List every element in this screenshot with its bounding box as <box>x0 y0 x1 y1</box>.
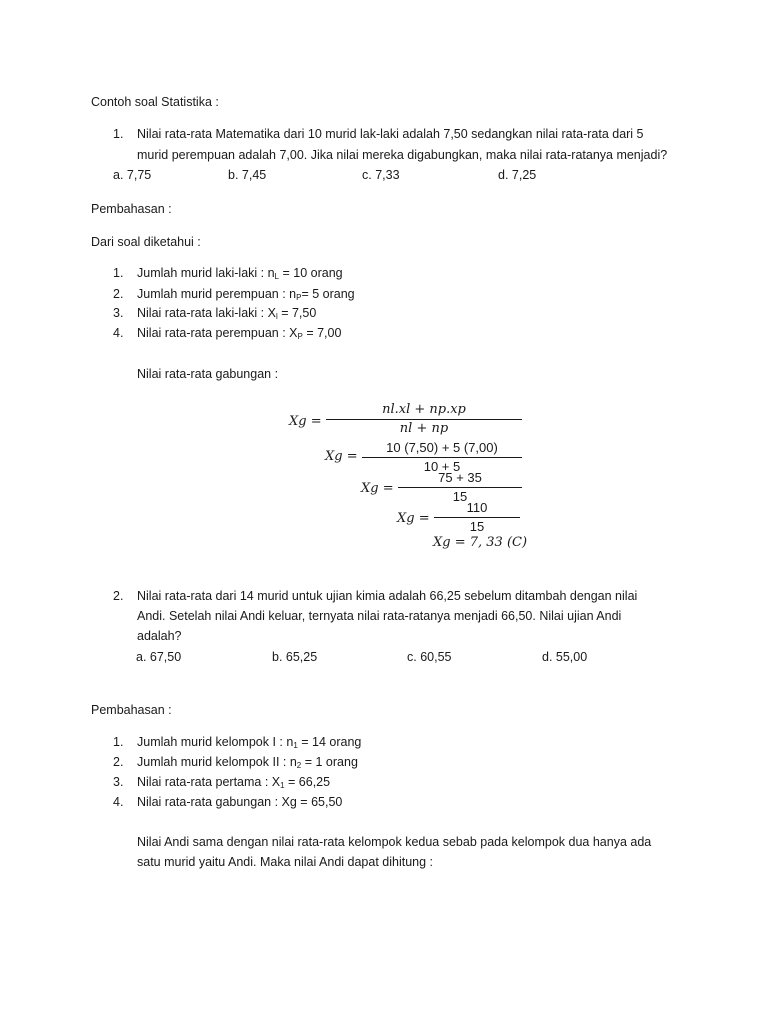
formula-step2-lhs: Xg = <box>325 449 358 464</box>
q1-text-line2: murid perempuan adalah 7,00. Jika nilai mereka digabungkan, maka nilai rata-ratanya menjadi? <box>137 148 668 162</box>
formula-step4-denominator: 15 <box>469 519 485 534</box>
known2-item-number: 1. <box>113 735 124 749</box>
known1-item-number: 3. <box>113 306 124 320</box>
q2-number: 2. <box>113 589 124 603</box>
formula-step1-fraction <box>326 402 522 437</box>
q2-option-a: a. 67,50 <box>136 650 182 664</box>
known2-item: Jumlah murid kelompok I : $n_1 = 14$ orang <box>137 735 362 750</box>
pembahasan-heading-1: Pembahasan : <box>91 202 172 216</box>
q2-text-line3: adalah? <box>137 629 182 643</box>
known1-item: Nilai rata-rata laki-laki : $X_l = 7,50$ <box>137 306 317 321</box>
q2-option-b: b. 65,25 <box>272 650 318 664</box>
formula-step3-denominator: 15 <box>452 489 468 504</box>
q1-option-a: a. 7,75 <box>113 168 152 182</box>
q1-option-b: b. 7,45 <box>228 168 267 182</box>
q1-option-d: d. 7,25 <box>498 168 537 182</box>
q2-option-d: d. 55,00 <box>542 650 588 664</box>
q2-text-line2: Andi. Setelah nilai Andi keluar, ternyata nilai rata-ratanya menjadi 66,50. Nilai ujian Andi <box>137 609 622 623</box>
known2-item-number: 2. <box>113 755 124 769</box>
known1-item: Jumlah murid laki-laki : $n_L = 10$ orang <box>137 266 343 281</box>
formula-step3-lhs: Xg = <box>361 481 394 496</box>
formula-step3-numerator: 75 + 35 <box>438 470 482 485</box>
known2-item-number: 3. <box>113 775 124 789</box>
known1-item-number: 2. <box>113 287 124 301</box>
known1-item: Jumlah murid perempuan : $n_P= 5$ orang <box>137 287 355 302</box>
known1-item-number: 1. <box>113 266 124 280</box>
formula-result: Xg = 7, 33 (C) <box>433 535 528 550</box>
q1-text-line1: Nilai rata-rata Matematika dari 10 murid lak-laki adalah 7,50 sedangkan nilai rata-rata dari 5 <box>137 127 644 141</box>
known2-item: Nilai rata-rata gabungan : Xg = 65,50 <box>137 795 343 809</box>
formula-step1-numerator: nl.xl + np.xp <box>382 402 466 417</box>
known1-item: Nilai rata-rata perempuan : $X_P = 7,00$ <box>137 326 342 341</box>
formula-step4-fraction <box>434 500 520 535</box>
known2-item-number: 4. <box>113 795 124 809</box>
q1-number: 1. <box>113 127 124 141</box>
q2-text-line1: Nilai rata-rata dari 14 murid untuk ujian kimia adalah 66,25 sebelum ditambah dengan nilai <box>137 589 638 603</box>
formula-step2-denominator: 10 + 5 <box>423 459 461 474</box>
closing-text-line1: Nilai Andi sama dengan nilai rata-rata kelompok kedua sebab pada kelompok dua hanya ada <box>137 835 652 849</box>
formula-step4-lhs: Xg = <box>397 511 430 526</box>
q2-option-c: c. 60,55 <box>407 650 452 664</box>
formula-step1-lhs: Xg = <box>289 414 322 429</box>
known1-item-number: 4. <box>113 326 124 340</box>
known2-item: Jumlah murid kelompok II : $n_2 = 1$ orang <box>137 755 358 770</box>
gabungan-label: Nilai rata-rata gabungan : <box>137 367 279 381</box>
formula-step4-numerator: 110 <box>466 500 488 515</box>
pembahasan-heading-2: Pembahasan : <box>91 703 172 717</box>
formula-step1-denominator: nl + np <box>399 421 449 436</box>
diketahui-heading: Dari soal diketahui : <box>91 235 201 249</box>
formula-step2-numerator: 10 (7,50) + 5 (7,00) <box>386 440 498 455</box>
known2-item: Nilai rata-rata pertama : $X_1 = 66,25$ <box>137 775 331 790</box>
document-title: Contoh soal Statistika : <box>91 95 219 109</box>
closing-text-line2: satu murid yaitu Andi. Maka nilai Andi dapat dihitung : <box>137 855 434 869</box>
q1-option-c: c. 7,33 <box>362 168 400 182</box>
